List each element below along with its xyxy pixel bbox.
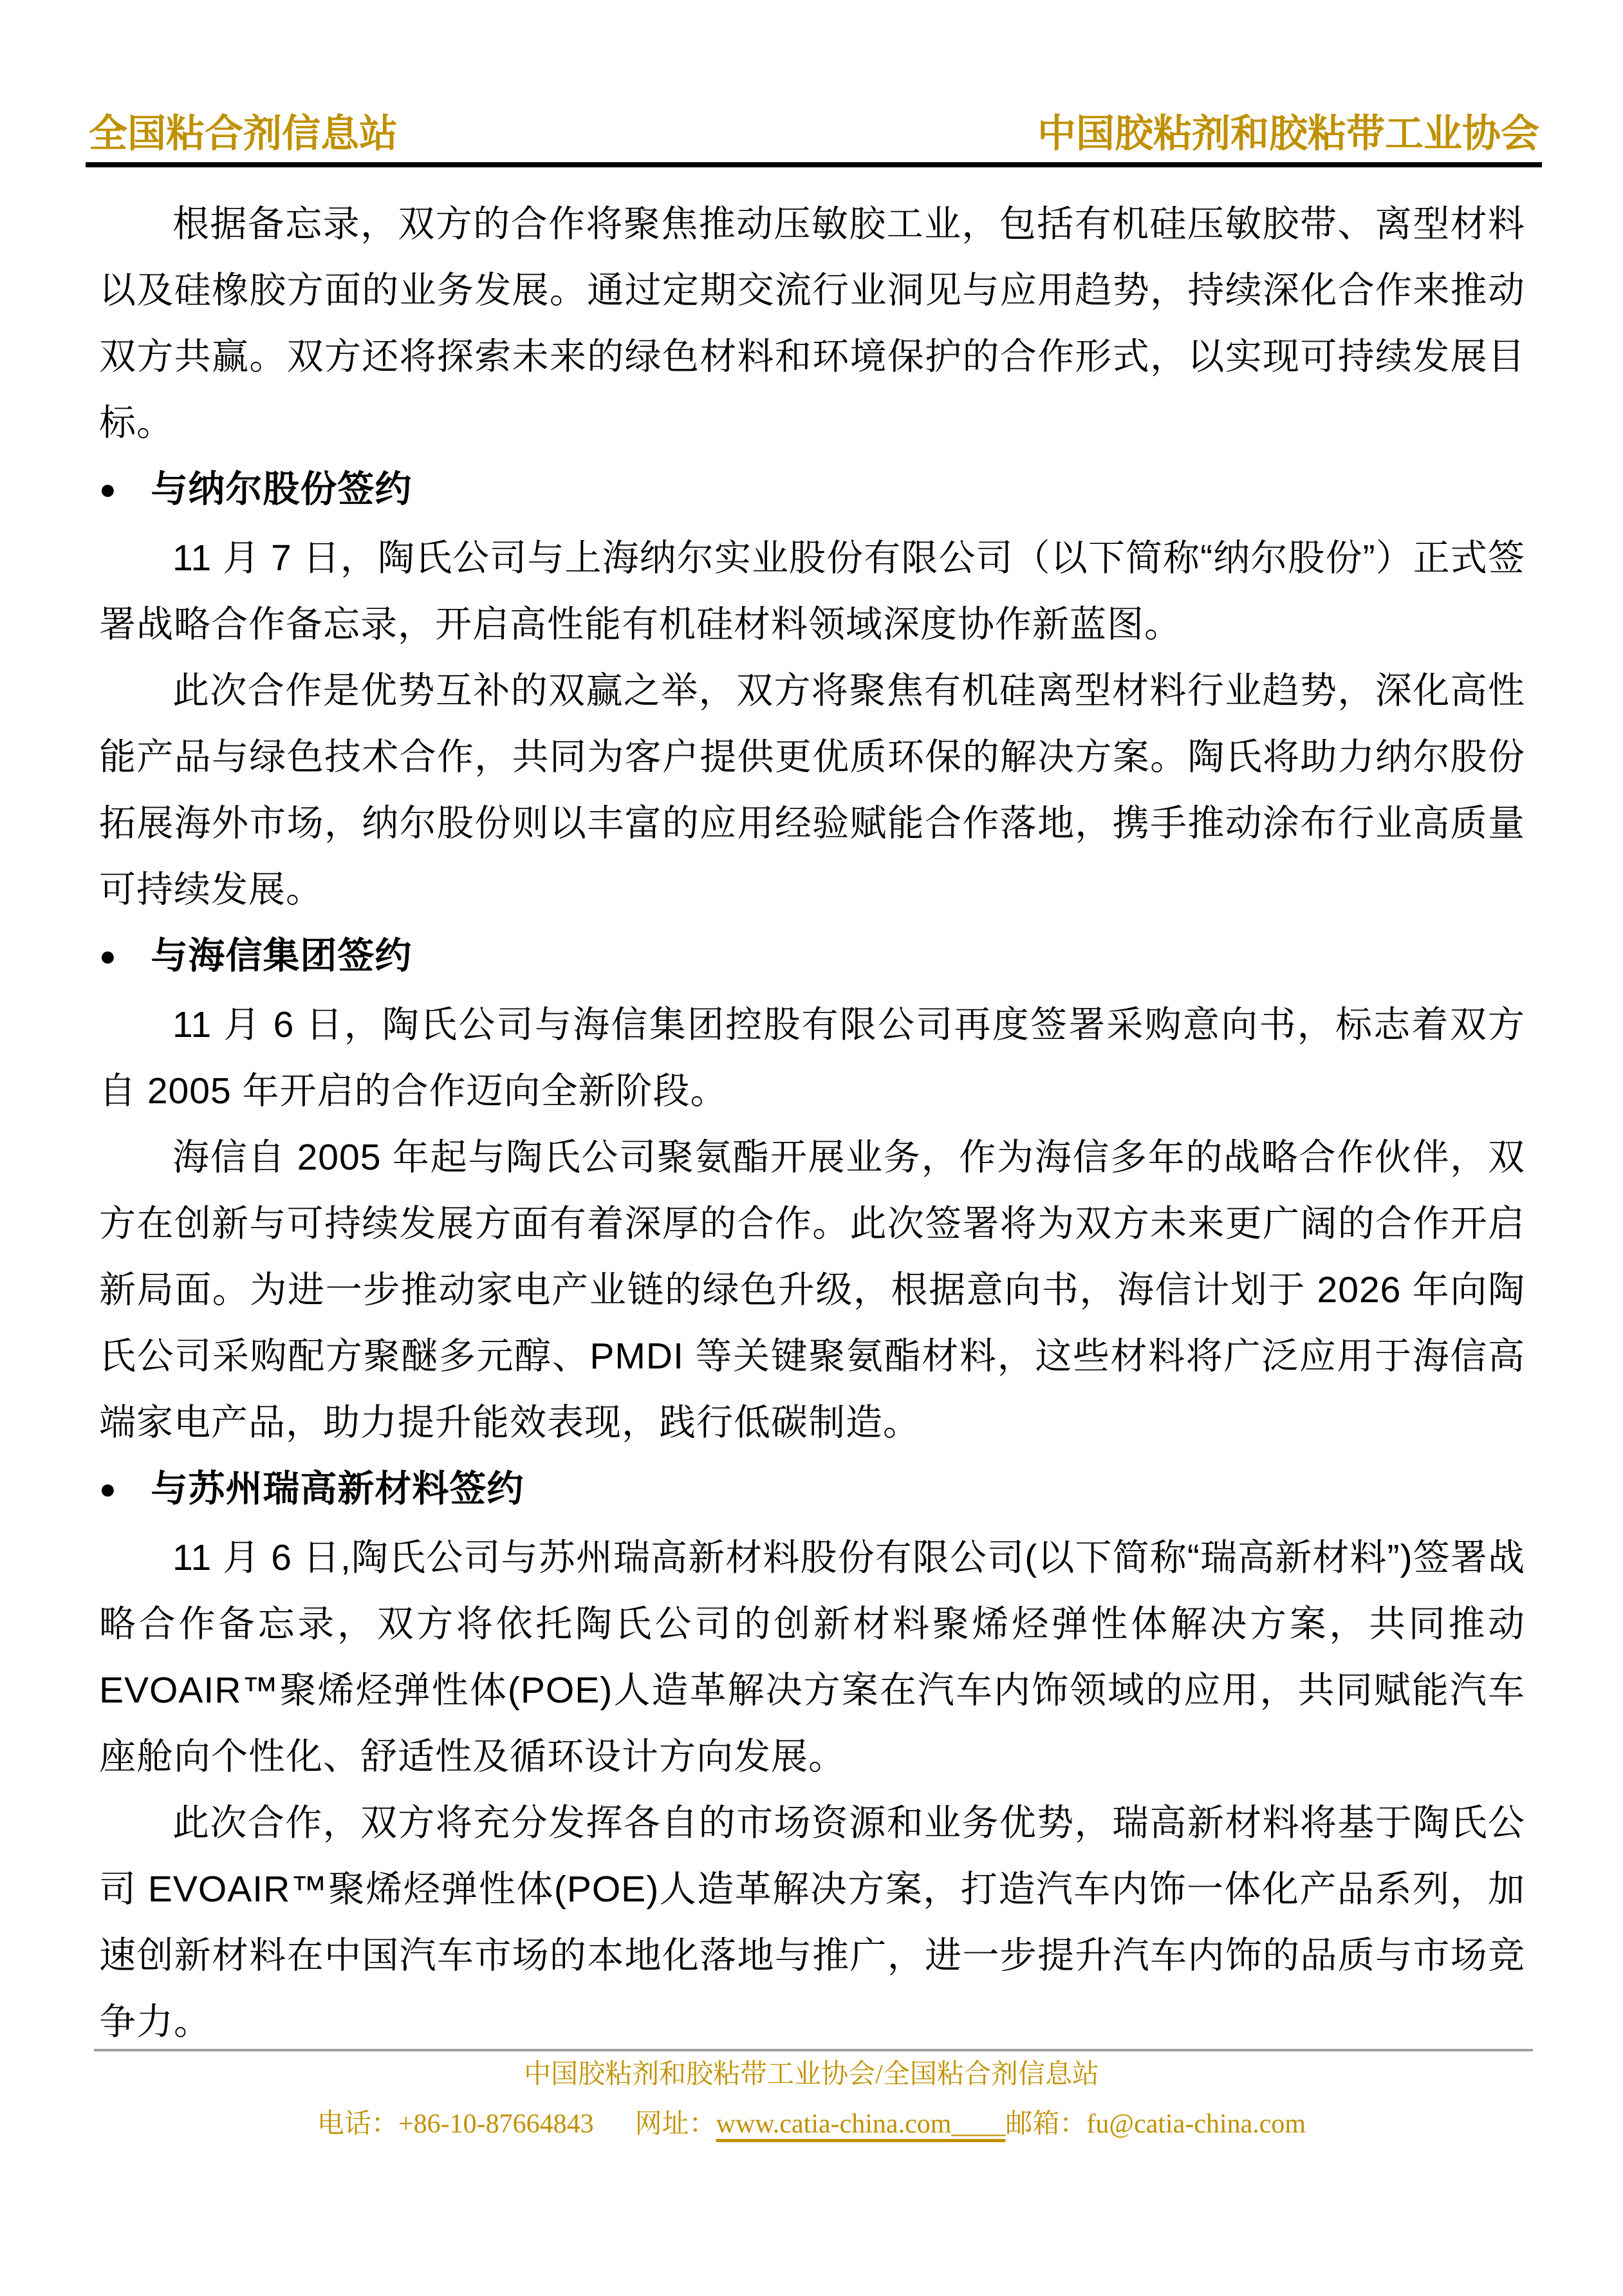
header-rule bbox=[86, 162, 1542, 167]
section-heading-ruigao bbox=[99, 1456, 1525, 1525]
bullet-icon: ● bbox=[99, 1473, 117, 1505]
phone-label: 电话： bbox=[317, 2109, 398, 2139]
footer-rule bbox=[94, 2049, 1533, 2051]
email-label: 邮箱： bbox=[1005, 2109, 1087, 2139]
email-address: fu@catia-china.com bbox=[1086, 2109, 1306, 2139]
section-heading-label: 与纳尔股份签约 bbox=[151, 469, 413, 510]
bullet-icon: ● bbox=[99, 940, 117, 972]
section-paragraph: 11 月 6 日，陶氏公司与海信集团控股有限公司再度签署采购意向书，标志着双方自 2005 年开启的合作迈向全新阶段。 bbox=[99, 1004, 1525, 1112]
document-body bbox=[99, 191, 1525, 2055]
phone-number: +86-10-87664843 bbox=[398, 2109, 594, 2139]
intro-paragraph: 根据备忘录，双方的合作将聚焦推动压敏胶工业，包括有机硅压敏胶带、离型材料以及硅橡胶方面的业务发展。通过定期交流行业洞见与应用趋势，持续深化合作来推动双方共赢。双方还将探索未来的绿色材料和环境保护的合作形式，以实现可持续发展目标。 bbox=[99, 203, 1525, 443]
section-heading-label: 与苏州瑞高新材料签约 bbox=[151, 1468, 524, 1509]
section-heading-label: 与海信集团签约 bbox=[151, 935, 413, 976]
footer-org-line: 中国胶粘剂和胶粘带工业协会/全国粘合剂信息站 bbox=[524, 2060, 1099, 2089]
section-paragraph: 此次合作，双方将充分发挥各自的市场资源和业务优势，瑞高新材料将基于陶氏公司 EVOAIR™聚烯烃弹性体(POE)人造革解决方案，打造汽车内饰一体化产品系列，加速创新材料在中国汽车市场的本地化落地与推广，进一步提升汽车内饰的品质与市场竞争力。 bbox=[99, 1802, 1525, 2042]
website-link[interactable]: www.catia-china.com bbox=[716, 2109, 952, 2139]
page-header bbox=[89, 111, 1539, 157]
section-heading-naer bbox=[99, 456, 1525, 525]
section-paragraph: 海信自 2005 年起与陶氏公司聚氨酯开展业务，作为海信多年的战略合作伙伴，双方在创新与可持续发展方面有着深厚的合作。此次签署将为双方未来更广阔的合作开启新局面。为进一步推动家电产业链的绿色升级，根据意向书，海信计划于 2026 年向陶氏公司采购配方聚醚多元醇、PMDI 等关键聚氨酯材料，这些材料将广泛应用于海信高端家电产品，助力提升能效表现，践行低碳制造。 bbox=[99, 1137, 1525, 1443]
bullet-icon: ● bbox=[99, 474, 117, 505]
website-label: 网址： bbox=[635, 2109, 716, 2139]
header-right-title: 中国胶粘剂和胶粘带工业协会 bbox=[1037, 113, 1539, 155]
section-paragraph: 11 月 6 日,陶氏公司与苏州瑞高新材料股份有限公司(以下简称“瑞高新材料”)签署战略合作备忘录，双方将依托陶氏公司的创新材料聚烯烃弹性体解决方案，共同推动 EVOAIR™聚烯烃弹性体(POE)人造革解决方案在汽车内饰领域的应用，共同赋能汽车座舱向个性化、舒适性及循环设计方向发展。 bbox=[99, 1537, 1525, 1777]
section-paragraph: 此次合作是优势互补的双赢之举，双方将聚焦有机硅离型材料行业趋势，深化高性能产品与绿色技术合作，共同为客户提供更优质环保的解决方案。陶氏将助力纳尔股份拓展海外市场，纳尔股份则以丰富的应用经验赋能合作落地，携手推动涂布行业高质量可持续发展。 bbox=[99, 670, 1525, 910]
section-paragraph: 11 月 7 日，陶氏公司与上海纳尔实业股份有限公司（以下简称“纳尔股份”）正式签署战略合作备忘录，开启高性能有机硅材料领域深度协作新蓝图。 bbox=[99, 537, 1525, 645]
header-left-title: 全国粘合剂信息站 bbox=[89, 113, 398, 155]
section-heading-hisense bbox=[99, 923, 1525, 992]
footer-contact-line bbox=[0, 2107, 1623, 2141]
website-underline: ____ bbox=[951, 2109, 1006, 2139]
